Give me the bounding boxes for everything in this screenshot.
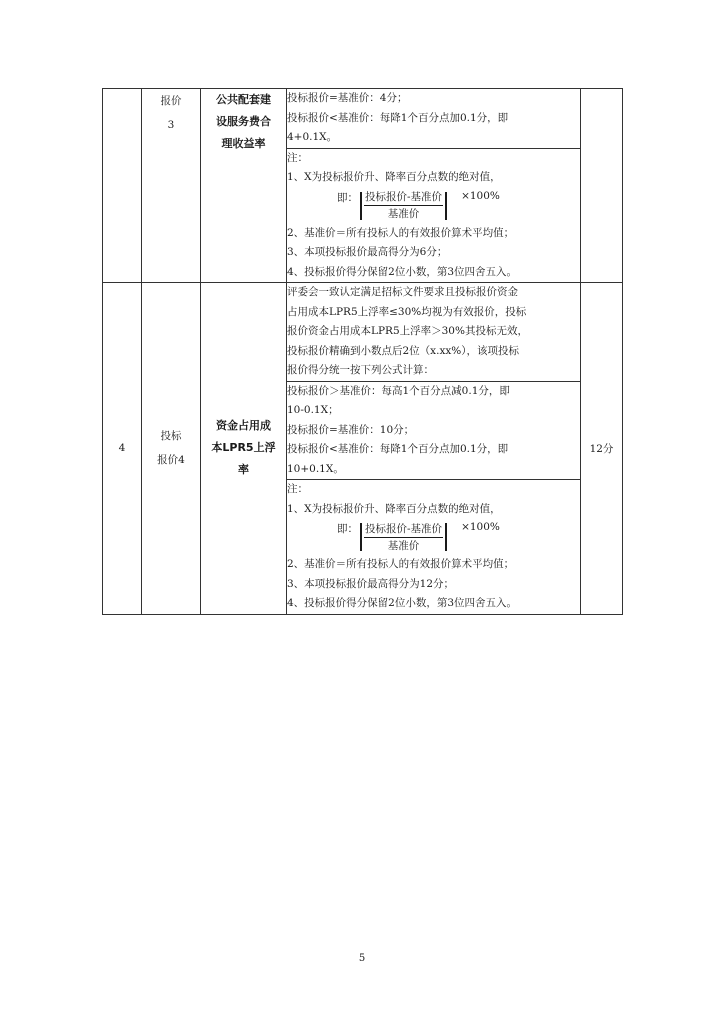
formula-denominator: 基准价 (387, 208, 420, 220)
criterion-line: 率 (238, 463, 249, 477)
intro-line: 占用成本LPR5上浮率≤30%均视为有效报价，投标 (287, 305, 527, 318)
formula-lead: 即： (337, 523, 358, 535)
table-row (103, 283, 623, 382)
criterion-line: 理收益率 (221, 137, 266, 150)
formula-denominator: 基准价 (387, 539, 420, 552)
criterion-line: 本LPR5上浮 (211, 441, 276, 455)
note-item: 3、本项投标报价最高得分为12分； (287, 577, 455, 590)
rule-line: 4+0.1X。 (287, 131, 338, 143)
note-block (287, 148, 581, 283)
row-number: 4 (103, 283, 142, 615)
rule-block (287, 381, 581, 480)
item-label-line: 报价4 (157, 454, 185, 467)
formula-numerator: 投标报价-基准价 (364, 189, 443, 206)
note-item: 3、本项投标报价最高得分为6分； (287, 246, 448, 258)
note-item: 2、基准价＝所有投标人的有效报价算术平均值； (287, 558, 515, 570)
rule-line: 投标报价=基准价：4分； (287, 92, 408, 104)
criterion-name (201, 89, 287, 283)
row-number (103, 89, 142, 283)
formula (287, 188, 580, 224)
abs-bar-right (445, 192, 447, 220)
criterion-line: 公共配套建 (216, 93, 271, 106)
score-cell: 12分 (581, 283, 623, 615)
abs-bar-left (360, 192, 362, 220)
note-heading: 注： (287, 151, 308, 164)
formula-lead: 即： (337, 191, 358, 204)
intro-line: 投标报价精确到小数点后2位（x.xx%），该项投标 (287, 344, 520, 357)
rule-line: 投标报价=基准价：10分； (287, 423, 415, 436)
abs-bar-left (360, 523, 362, 551)
criterion-line: 资金占用成 (216, 419, 271, 433)
rule-line: 10-0.1X； (287, 404, 339, 416)
note-item: 2、基准价＝所有投标人的有效报价算术平均值； (287, 226, 515, 239)
note-heading: 注： (287, 483, 308, 495)
formula-fraction (364, 521, 443, 554)
rule-line: 10+0.1X。 (287, 462, 344, 475)
note-item: 4、投标报价得分保留2位小数，第3位四舍五入。 (287, 265, 518, 278)
note-item: 1、X为投标报价升、降率百分点数的绝对值， (287, 171, 501, 183)
intro-block (287, 283, 581, 382)
formula-multiplier: ×100% (461, 521, 500, 533)
page-number: 5 (358, 953, 366, 964)
formula (287, 519, 580, 555)
scoring-table (102, 88, 623, 615)
intro-line: 评委会一致认定满足招标文件要求且投标报价资金 (287, 286, 518, 298)
item-label-line: 投标 (160, 430, 182, 443)
criterion-line: 设服务费合 (216, 115, 271, 128)
rule-line: 投标报价<基准价：每降1个百分点加0.1分，即 (287, 443, 509, 455)
note-item: 1、X为投标报价升、降率百分点数的绝对值， (287, 502, 501, 515)
item-label-line: 报价 (160, 95, 182, 107)
formula-numerator: 投标报价-基准价 (364, 521, 443, 538)
item-label (142, 89, 201, 283)
item-label (142, 283, 201, 615)
note-block (287, 480, 581, 615)
formula-fraction (364, 189, 443, 222)
intro-line: 报价资金占用成本LPR5上浮率＞30%其投标无效， (287, 325, 528, 337)
criterion-name (201, 283, 287, 615)
item-label-line: 3 (167, 119, 175, 131)
rule-block (287, 89, 581, 149)
formula-multiplier: ×100% (461, 189, 500, 202)
intro-line: 报价得分统一按下列公式计算： (287, 364, 434, 376)
abs-bar-right (445, 523, 447, 551)
score-cell (581, 89, 623, 283)
note-item: 4、投标报价得分保留2位小数，第3位四舍五入。 (287, 597, 518, 609)
table-row (103, 89, 623, 149)
rule-line: 投标报价＞基准价：每高1个百分点减0.1分，即 (287, 384, 510, 397)
rule-line: 投标报价<基准价：每降1个百分点加0.1分，即 (287, 111, 509, 124)
